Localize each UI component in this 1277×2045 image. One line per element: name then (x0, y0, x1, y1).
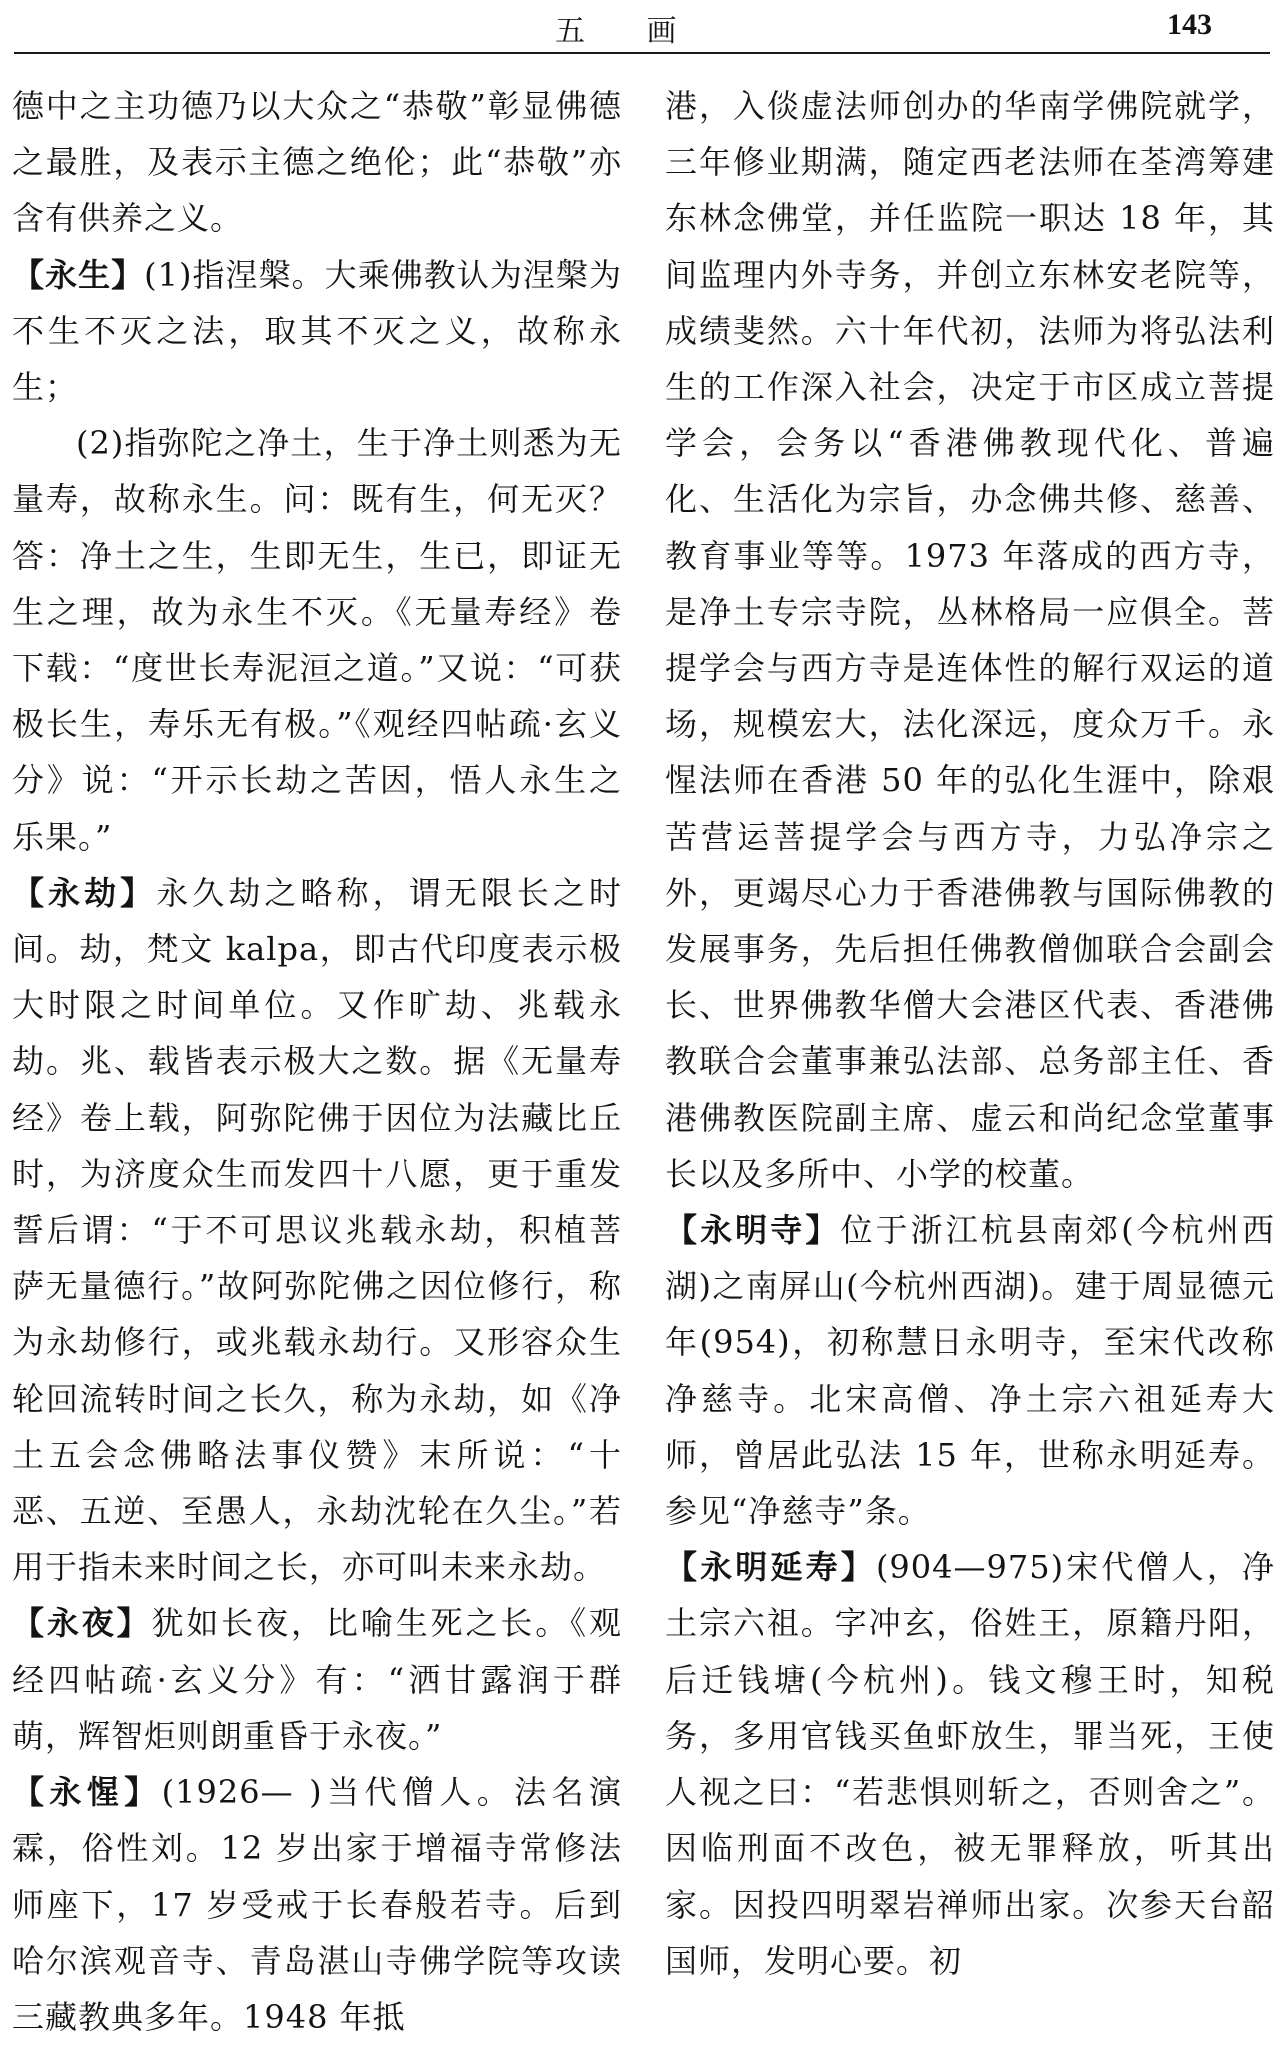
entry-yongsheng (12, 247, 622, 416)
entry-yongye (12, 1595, 622, 1764)
entry-text: (2)指弥陀之净土，生于净土则悉为无量寿，故称永生。问：既有生，何无灭？答：净土之生，生即无生，生已，即证无生之理，故为永生不灭。《无量寿经》卷下载：“度世长寿泥洹之道。”又说：“可获极长生，寿乐无有极。”《观经四帖疏·玄义分》说：“开示长劫之苦因，悟人永生之乐果。” (12, 424, 622, 856)
entry-headword: 【永夜】 (12, 1604, 152, 1643)
entry-text: 德中之主功德乃以大众之“恭敬”彰显佛德之最胜，及表示主德之绝伦；此“恭敬”亦含有供养之义。 (12, 87, 622, 238)
right-column (665, 78, 1275, 1980)
paragraph-continuation (12, 78, 622, 247)
page-header (0, 0, 1277, 60)
entry-headword: 【永明延寿】 (665, 1548, 876, 1587)
entry-text: (1926— )当代僧人。法名演霖，俗性刘。12 岁出家于增福寺常修法师座下，17 岁受戒于长春般若寺。后到哈尔滨观音寺、青岛湛山寺佛学院等攻读三藏教典多年。1948 年抵 (12, 1773, 622, 2036)
running-head-title: 五 画 (555, 14, 703, 49)
entry-text: 永久劫之略称，谓无限长之时间。劫，梵文 kalpa，即古代印度表示极大时限之时间单位。又作旷劫、兆载永劫。兆、载皆表示极大之数。据《无量寿经》卷上载，阿弥陀佛于因位为法藏比丘时，为济度众生而发四十八愿，更于重发誓后谓：“于不可思议兆载永劫，积植菩萨无量德行。”故阿弥陀佛之因位修行，称为永劫修行，或兆载永劫行。又形容众生轮回流转时间之长久，称为永劫，如《净土五会念佛略法事仪赞》末所说：“十恶、五逆、至愚人，永劫沈轮在久尘。”若用于指未来时间之长，亦可叫未来永劫。 (12, 873, 622, 1587)
header-rule (14, 52, 1270, 54)
entry-yongxing-continued (665, 78, 1275, 1202)
entry-yongsheng-part2 (12, 415, 622, 865)
entry-text: (1)指涅槃。大乘佛教认为涅槃为不生不灭之法，取其不灭之义，故称永生； (12, 255, 622, 407)
entry-yongjie (12, 865, 622, 1596)
entry-headword: 【永惺】 (12, 1773, 162, 1812)
entry-headword: 【永生】 (12, 255, 145, 294)
entry-text: 犹如长夜，比喻生死之长。《观经四帖疏·玄义分》有：“洒甘露润于群萌，辉智炬则朗重昏于永夜。” (12, 1604, 622, 1755)
left-column (12, 78, 622, 2036)
entry-text: (904—975)宋代僧人，净土宗六祖。字冲玄，俗姓王，原籍丹阳，后迁钱塘(今杭州)。钱文穆王时，知税务，多用官钱买鱼虾放生，罪当死，王使人视之曰：“若悲惧则斩之，否则舍之”。因临刑面不改色，被无罪释放，听其出家。因投四明翠岩禅师出家。次参天台韶国师，发明心要。初 (665, 1548, 1275, 1980)
entry-headword: 【永劫】 (12, 873, 157, 912)
entry-yongxing (12, 1764, 622, 2045)
page-number: 143 (1167, 8, 1212, 41)
entry-text: 港，入倓虚法师创办的华南学佛院就学，三年修业期满，随定西老法师在荃湾筹建东林念佛堂，并任监院一职达 18 年，其间监理内外寺务，并创立东林安老院等，成绩斐然。六十年代初，法师为将弘法利生的工作深入社会，决定于市区成立菩提学会，会务以“香港佛教现代化、普遍化、生活化为宗旨，办念佛共修、慈善、教育事业等等。1973 年落成的西方寺，是净土专宗寺院，丛林格局一应俱全。菩提学会与西方寺是连体性的解行双运的道场，规模宏大，法化深远，度众万千。永惺法师在香港 50 年的弘化生涯中，除艰苦营运菩提学会与西方寺，力弘净宗之外，更竭尽心力于香港佛教与国际佛教的发展事务，先后担任佛教僧伽联合会副会长、世界佛教华僧大会港区代表、香港佛教联合会董事兼弘法部、总务部主任、香港佛教医院副主席、虚云和尚纪念堂董事长以及多所中、小学的校董。 (665, 87, 1275, 1193)
entry-yongming-yanshou (665, 1539, 1275, 1989)
entry-headword: 【永明寺】 (665, 1211, 841, 1250)
entry-text: 位于浙江杭县南郊(今杭州西湖)之南屏山(今杭州西湖)。建于周显德元年(954)，初称慧日永明寺，至宋代改称净慈寺。北宋高僧、净土宗六祖延寿大师，曾居此弘法 15 年，世称永明延寿。参见“净慈寺”条。 (665, 1211, 1275, 1531)
entry-yongmingsi (665, 1202, 1275, 1539)
